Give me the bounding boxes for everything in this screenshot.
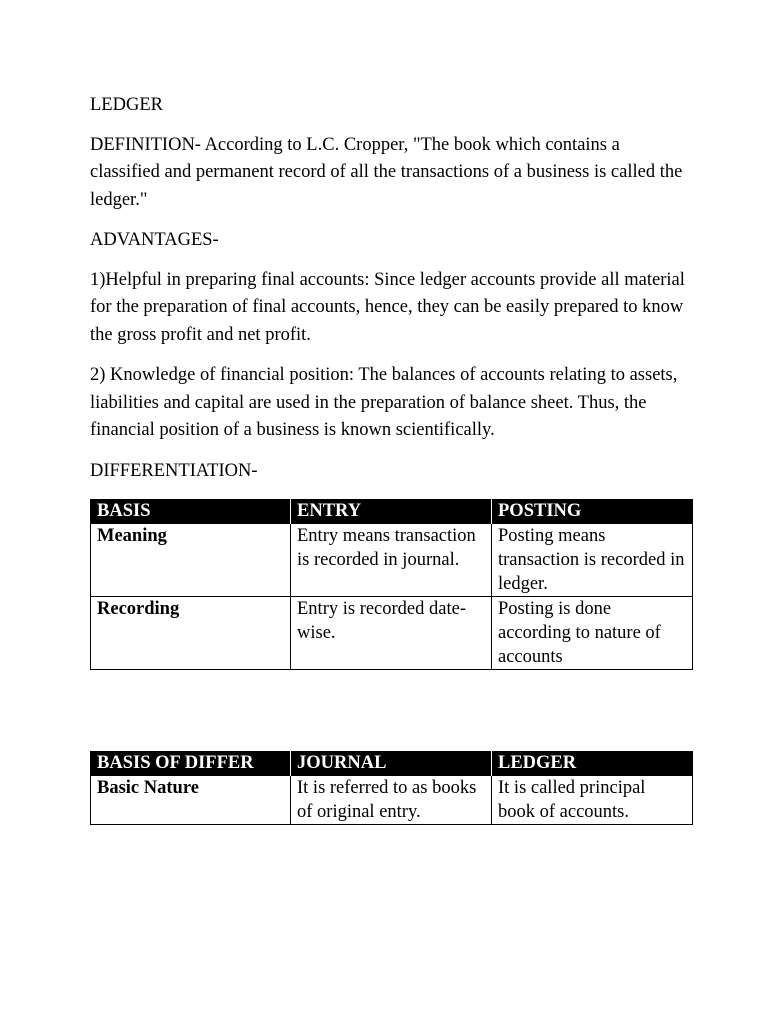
table-header-row bbox=[91, 751, 693, 776]
table-header-cell: POSTING bbox=[492, 499, 693, 524]
table-row bbox=[91, 524, 693, 597]
table-cell: It is referred to as books of original entry. bbox=[291, 776, 492, 825]
document-title: LEDGER bbox=[90, 95, 163, 115]
advantage-item-1: 1)Helpful in preparing final accounts: Since ledger accounts provide all material for the preparation of final accounts, hence, they can be easily prepared to know the gross profit and net profit. bbox=[90, 269, 685, 345]
table-row-label: Basic Nature bbox=[91, 776, 291, 825]
table-cell: It is called principal book of accounts. bbox=[492, 776, 693, 825]
table-header-cell: ENTRY bbox=[291, 499, 492, 524]
entry-vs-posting-table bbox=[90, 499, 693, 670]
table-header-row bbox=[91, 499, 693, 524]
table-row bbox=[91, 776, 693, 825]
document-page bbox=[90, 92, 692, 822]
table-cell: Entry means transaction is recorded in journal. bbox=[291, 524, 492, 597]
table-row bbox=[91, 597, 693, 670]
table-cell: Posting means transaction is recorded in ledger. bbox=[492, 524, 693, 597]
definition-paragraph: DEFINITION- According to L.C. Cropper, "The book which contains a classified and permanent record of all the transactions of a business is called the ledger." bbox=[90, 134, 683, 210]
table-cell: Posting is done according to nature of accounts bbox=[492, 597, 693, 670]
table-header-cell: BASIS bbox=[91, 499, 291, 524]
advantage-item-2: 2) Knowledge of financial position: The balances of accounts relating to assets, liabilities and capital are used in the preparation of balance sheet. Thus, the financial position of a business is known scientifically. bbox=[90, 365, 678, 440]
differentiation-heading: DIFFERENTIATION- bbox=[90, 460, 258, 481]
table-header-cell: LEDGER bbox=[492, 751, 693, 776]
table-header-cell: JOURNAL bbox=[291, 751, 492, 776]
advantages-heading: ADVANTAGES- bbox=[90, 230, 219, 250]
table-row-label: Recording bbox=[91, 597, 291, 670]
journal-vs-ledger-table bbox=[90, 751, 693, 825]
table-cell: Entry is recorded date-wise. bbox=[291, 597, 492, 670]
table-row-label: Meaning bbox=[91, 524, 291, 597]
table-header-cell: BASIS OF DIFFER bbox=[91, 751, 291, 776]
